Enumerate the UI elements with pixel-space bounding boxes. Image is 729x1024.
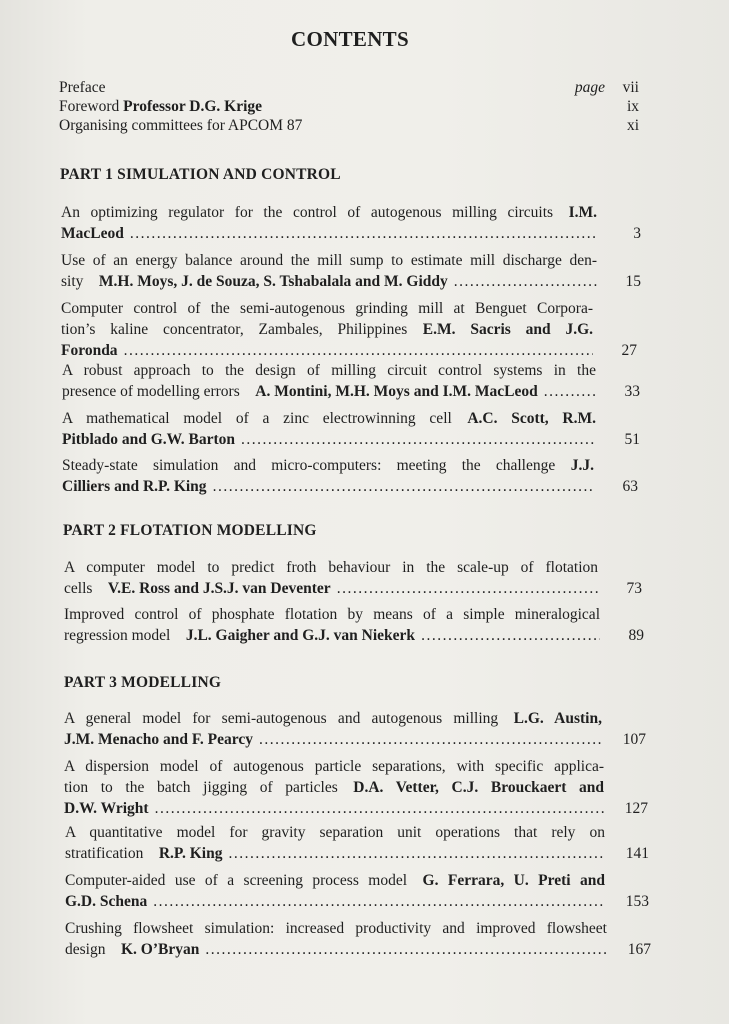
leader-dots: [259, 729, 602, 750]
page-title: CONTENTS: [291, 27, 409, 51]
entry-page-number: 127: [624, 800, 648, 817]
entry-page-number: 33: [624, 383, 640, 400]
entry-title-text: regression model: [64, 627, 171, 644]
entry-line: [62, 429, 640, 450]
entry-title-text: stratification: [65, 845, 144, 862]
entry-line: [64, 756, 604, 777]
entry-line: [61, 202, 597, 223]
entry-authors: J.M. Menacho and F. Pearcy: [64, 731, 253, 748]
entry-line: [65, 939, 651, 960]
toc-entry: [64, 756, 648, 819]
entry-authors: L.G. Austin,: [513, 710, 602, 727]
toc-entry: [65, 918, 651, 960]
toc-entry: [62, 408, 640, 450]
toc-entry: [64, 604, 644, 646]
entry-line: [61, 340, 637, 361]
entry-authors: Pitblado and G.W. Barton: [62, 431, 235, 448]
part-heading: PART 3 MODELLING: [64, 674, 222, 691]
front-matter-label: Preface: [59, 79, 106, 96]
entry-title-text: A robust approach to the design of milling circuit control systems in the: [62, 362, 596, 379]
entry-authors: E.M. Sacris and J.G.: [422, 321, 594, 338]
entry-authors: D.A. Vetter, C.J. Brouckaert and: [353, 779, 604, 796]
entry-line: [62, 360, 596, 381]
entry-page-number: 27: [621, 342, 637, 359]
toc-entry: [61, 202, 641, 244]
front-matter-page: vii: [622, 79, 639, 96]
entry-line: [64, 604, 600, 625]
leader-dots: [124, 340, 593, 361]
entry-line: [64, 729, 646, 750]
entry-line: [65, 843, 649, 864]
leader-dots: [213, 476, 594, 497]
part-heading: PART 1 SIMULATION AND CONTROL: [60, 166, 341, 183]
entry-line: [62, 408, 596, 429]
leader-dots: [454, 271, 597, 292]
toc-entry: [64, 708, 646, 750]
entry-authors: J.L. Gaigher and G.J. van Niekerk: [185, 627, 416, 644]
entry-title-text: tion to the batch jigging of particles: [64, 779, 338, 796]
entry-title-text: Computer control of the semi-autogenous grinding mill at Benguet Corpora-: [61, 300, 593, 317]
entry-authors: M.H. Moys, J. de Souza, S. Tshabalala and M. Giddy: [98, 273, 448, 290]
entry-title-text: Computer-aided use of a screening process model: [65, 872, 408, 889]
front-matter-label: Foreword: [59, 98, 120, 115]
front-matter-item: [59, 116, 639, 135]
entry-authors: R.P. King: [158, 845, 223, 862]
entry-page-number: 107: [622, 731, 646, 748]
entry-line: [61, 298, 593, 319]
toc-entry: [62, 360, 640, 402]
toc-entry: [65, 822, 649, 864]
entry-authors: Cilliers and R.P. King: [62, 478, 207, 495]
front-matter-page: xi: [626, 117, 639, 134]
entry-line: [64, 557, 598, 578]
entry-title-text: A general model for semi-autogenous and autogenous milling: [64, 710, 499, 727]
entry-authors: A.C. Scott, R.M.: [467, 410, 596, 427]
entry-title-text: A dispersion model of autogenous particle separations, with specific applica-: [64, 758, 604, 775]
entry-line: [64, 578, 642, 599]
entry-line: [65, 870, 605, 891]
entry-line: [65, 918, 607, 939]
toc-entry: [62, 455, 638, 497]
entry-title-text: Improved control of phosphate flotation by means of a simple mineralogical: [64, 606, 600, 623]
entry-title-text: tion’s kaline concentrator, Zambales, Philippines: [61, 321, 408, 338]
page-label: page: [574, 79, 605, 96]
leader-dots: [205, 939, 607, 960]
entry-page-number: 3: [633, 225, 641, 242]
front-matter-item: [59, 97, 639, 116]
entry-line: [64, 798, 648, 819]
entry-authors: K. O’Bryan: [120, 941, 200, 958]
entry-authors: D.W. Wright: [64, 800, 149, 817]
entry-page-number: 141: [625, 845, 649, 862]
entry-title-text: sity: [61, 273, 84, 290]
entry-title-text: design: [65, 941, 106, 958]
leader-dots: [155, 798, 604, 819]
entry-title-text: Steady-state simulation and micro-computers: meeting the challenge: [62, 457, 556, 474]
front-matter-item: [59, 78, 639, 97]
entry-title-text: A quantitative model for gravity separation unit operations that rely on: [65, 824, 605, 841]
entry-line: [62, 455, 594, 476]
entry-line: [61, 319, 593, 340]
leader-dots: [228, 843, 605, 864]
entry-page-number: 89: [628, 627, 644, 644]
entry-line: [62, 476, 638, 497]
entry-page-number: 63: [622, 478, 638, 495]
entry-title-text: A mathematical model of a zinc electrowinning cell: [62, 410, 452, 427]
entry-title-text: An optimizing regulator for the control of autogenous milling circuits: [61, 204, 554, 221]
entry-title-text: Use of an energy balance around the mill sump to estimate mill discharge den-: [61, 252, 597, 269]
front-matter-list: [59, 78, 639, 135]
front-matter-page: ix: [626, 98, 639, 115]
entry-authors: G.D. Schena: [65, 893, 148, 910]
part-heading: PART 2 FLOTATION MODELLING: [63, 522, 317, 539]
entry-title-text: Crushing flowsheet simulation: increased productivity and improved flowsheet: [65, 920, 607, 937]
front-matter-author: Professor D.G. Krige: [123, 98, 263, 115]
entry-authors: V.E. Ross and J.S.J. van Deventer: [107, 580, 331, 597]
toc-entry: [64, 557, 642, 599]
entry-line: [64, 625, 644, 646]
entry-line: [61, 271, 641, 292]
toc-entry: [61, 298, 637, 361]
entry-authors: I.M.: [568, 204, 597, 221]
entry-line: [61, 250, 597, 271]
entry-authors: MacLeod: [61, 225, 124, 242]
entry-authors: G. Ferrara, U. Preti and: [422, 872, 605, 889]
entry-page-number: 153: [625, 893, 649, 910]
entry-page-number: 73: [626, 580, 642, 597]
entry-line: [64, 708, 602, 729]
entry-line: [65, 891, 649, 912]
entry-authors: A. Montini, M.H. Moys and I.M. MacLeod: [255, 383, 538, 400]
leader-dots: [153, 891, 605, 912]
entry-line: [65, 822, 605, 843]
entry-line: [62, 381, 640, 402]
leader-dots: [130, 223, 597, 244]
toc-entry: [65, 870, 649, 912]
leader-dots: [241, 429, 596, 450]
entry-page-number: 15: [625, 273, 641, 290]
front-matter-label: Organising committees for APCOM 87: [59, 117, 303, 134]
entry-page-number: 167: [627, 941, 651, 958]
entry-title-text: A computer model to predict froth behaviour in the scale-up of flotation: [64, 559, 598, 576]
entry-page-number: 51: [624, 431, 640, 448]
entry-line: [61, 223, 641, 244]
entry-authors: Foronda: [61, 342, 118, 359]
leader-dots: [421, 625, 600, 646]
entry-title-text: cells: [64, 580, 93, 597]
toc-entry: [61, 250, 641, 292]
entry-line: [64, 777, 604, 798]
entry-authors: J.J.: [570, 457, 594, 474]
entry-title-text: presence of modelling errors: [62, 383, 240, 400]
leader-dots: [544, 381, 596, 402]
leader-dots: [337, 578, 598, 599]
